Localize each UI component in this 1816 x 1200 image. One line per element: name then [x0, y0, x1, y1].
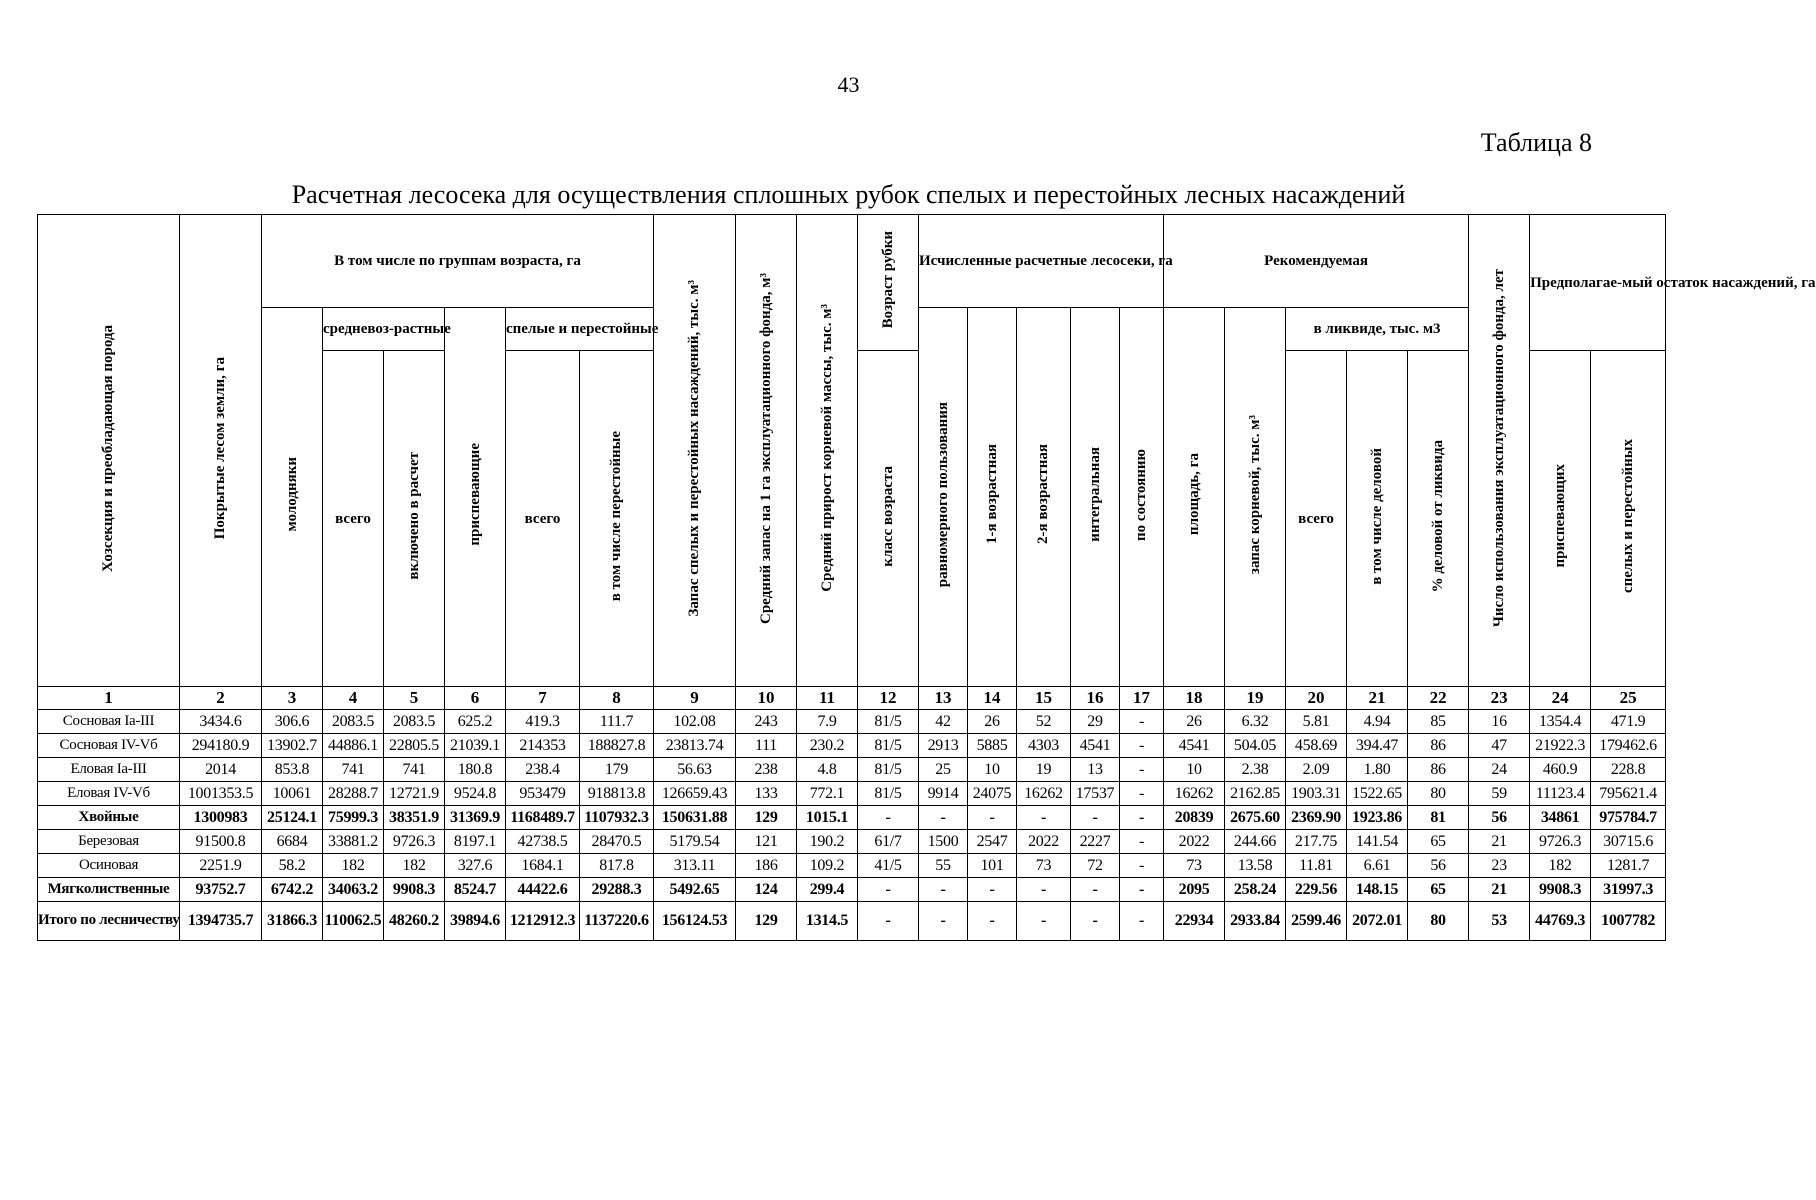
table-cell: 73	[1017, 854, 1071, 878]
table-cell: 38351.9	[384, 806, 445, 830]
table-cell: 4541	[1164, 734, 1225, 758]
table-cell: -	[1071, 902, 1120, 941]
column-number: 8	[580, 687, 654, 710]
table-cell: 31369.9	[445, 806, 506, 830]
table-cell: 29	[1071, 710, 1120, 734]
table-cell: 126659.43	[654, 782, 736, 806]
table-cell: -	[919, 878, 968, 902]
table-cell: 13	[1071, 758, 1120, 782]
table-cell: 28470.5	[580, 830, 654, 854]
table-cell: 141.54	[1347, 830, 1408, 854]
table-cell: 2547	[968, 830, 1017, 854]
row-name: Осиновая	[38, 854, 180, 878]
header-mature: спелые и перестойные	[506, 308, 654, 351]
table-cell: 1015.1	[797, 806, 858, 830]
table-cell: 9726.3	[384, 830, 445, 854]
header-col9: Запас спелых и перестойных насаждений, тыс. м³	[654, 215, 736, 687]
table-cell: 22934	[1164, 902, 1225, 941]
table-cell: 124	[736, 878, 797, 902]
table-cell: 179462.6	[1591, 734, 1666, 758]
table-body	[38, 687, 1666, 941]
header-col23: Число использования эксплуатационного фонда, лет	[1469, 215, 1530, 687]
column-number: 22	[1408, 687, 1469, 710]
table-cell: 61/7	[858, 830, 919, 854]
table-cell: 109.2	[797, 854, 858, 878]
table-cell: 217.75	[1286, 830, 1347, 854]
table-cell: 294180.9	[180, 734, 262, 758]
header-age-groups: В том числе по группам возраста, га	[262, 215, 654, 308]
table-row	[38, 830, 1666, 854]
table-cell: 1007782	[1591, 902, 1666, 941]
table-cell: -	[1120, 854, 1164, 878]
row-name: Сосновая IV-Vб	[38, 734, 180, 758]
table-cell: 156124.53	[654, 902, 736, 941]
table-cell: 19	[1017, 758, 1071, 782]
table-cell: 58.2	[262, 854, 323, 878]
column-number: 3	[262, 687, 323, 710]
table-cell: 86	[1408, 734, 1469, 758]
table-cell: 4303	[1017, 734, 1071, 758]
column-number: 25	[1591, 687, 1666, 710]
header-col7: всего	[506, 351, 580, 687]
table-cell: 6684	[262, 830, 323, 854]
table-cell: -	[968, 878, 1017, 902]
header-col8: в том числе перестойные	[580, 351, 654, 687]
table-cell: 11.81	[1286, 854, 1347, 878]
header-liquid: в ликвиде, тыс. м3	[1286, 308, 1469, 351]
table-cell: 2675.60	[1225, 806, 1286, 830]
header-col12: класс возраста	[858, 351, 919, 687]
column-number: 7	[506, 687, 580, 710]
header-cutting-age: Возраст рубки	[858, 215, 919, 351]
table-cell: 24075	[968, 782, 1017, 806]
table-cell: -	[919, 902, 968, 941]
header-middle-aged: средневоз-растные	[323, 308, 445, 351]
table-row	[38, 710, 1666, 734]
header-col20: всего	[1286, 351, 1347, 687]
table-cell: -	[1120, 878, 1164, 902]
column-number: 19	[1225, 687, 1286, 710]
table-cell: 17537	[1071, 782, 1120, 806]
column-number: 6	[445, 687, 506, 710]
table-row	[38, 806, 1666, 830]
header-col22: % деловой от ликвида	[1408, 351, 1469, 687]
table-cell: 86	[1408, 758, 1469, 782]
table-cell: 2083.5	[384, 710, 445, 734]
header-remaining: Предполагае-мый остаток насаждений, га	[1530, 215, 1666, 351]
table-cell: 9914	[919, 782, 968, 806]
column-number-row	[38, 687, 1666, 710]
table-cell: 741	[384, 758, 445, 782]
table-cell: 1001353.5	[180, 782, 262, 806]
table-caption: Расчетная лесосека для осуществления сплошных рубок спелых и перестойных лесных насаждений	[291, 180, 1406, 209]
table-cell: 73	[1164, 854, 1225, 878]
table-cell: 23	[1469, 854, 1530, 878]
table-cell: -	[1120, 758, 1164, 782]
page-number: 43	[837, 72, 860, 97]
header-col14: 1-я возрастная	[968, 308, 1017, 687]
table-row	[38, 734, 1666, 758]
header-col13: равномерного пользования	[919, 308, 968, 687]
table-cell: 4.8	[797, 758, 858, 782]
allowable-cut-table	[37, 214, 1816, 941]
table-cell: 110062.5	[323, 902, 384, 941]
table-cell: 1281.7	[1591, 854, 1666, 878]
table-cell: 458.69	[1286, 734, 1347, 758]
table-cell: -	[1120, 806, 1164, 830]
column-number: 9	[654, 687, 736, 710]
table-cell: 182	[1530, 854, 1591, 878]
table-cell: -	[1120, 710, 1164, 734]
table-cell: 4.94	[1347, 710, 1408, 734]
column-number: 17	[1120, 687, 1164, 710]
table-cell: 5.81	[1286, 710, 1347, 734]
header-col10: Средний запас на 1 га эксплуатационного фонда, м³	[736, 215, 797, 687]
table-cell: 1314.5	[797, 902, 858, 941]
table-cell: 56	[1469, 806, 1530, 830]
header-col3: молодняки	[262, 308, 323, 687]
table-cell: 25	[919, 758, 968, 782]
table-cell: 44886.1	[323, 734, 384, 758]
table-cell: -	[858, 806, 919, 830]
table-cell: 2933.84	[1225, 902, 1286, 941]
header-col4: всего	[323, 351, 384, 687]
header-col15: 2-я возрастная	[1017, 308, 1071, 687]
table-cell: 5885	[968, 734, 1017, 758]
table-cell: 6.61	[1347, 854, 1408, 878]
table-cell: -	[1017, 806, 1071, 830]
table-cell: 772.1	[797, 782, 858, 806]
table-cell: 16	[1469, 710, 1530, 734]
table-cell: 2227	[1071, 830, 1120, 854]
table-cell: 21039.1	[445, 734, 506, 758]
header-col16: интегральная	[1071, 308, 1120, 687]
table-cell: 91500.8	[180, 830, 262, 854]
table-cell: 2369.90	[1286, 806, 1347, 830]
table-cell: 56.63	[654, 758, 736, 782]
table-row	[38, 854, 1666, 878]
table-cell: -	[1017, 878, 1071, 902]
table-cell: 129	[736, 806, 797, 830]
table-cell: 10	[968, 758, 1017, 782]
table-cell: 59	[1469, 782, 1530, 806]
table-cell: 44422.6	[506, 878, 580, 902]
table-cell: 65	[1408, 878, 1469, 902]
column-number: 10	[736, 687, 797, 710]
table-cell: 2072.01	[1347, 902, 1408, 941]
table-cell: 13.58	[1225, 854, 1286, 878]
table-row	[38, 902, 1666, 941]
table-cell: 11123.4	[1530, 782, 1591, 806]
table-cell: 182	[323, 854, 384, 878]
table-row	[38, 878, 1666, 902]
row-name: Еловая Ia-III	[38, 758, 180, 782]
table-cell: 25124.1	[262, 806, 323, 830]
column-number: 18	[1164, 687, 1225, 710]
table-cell: 6742.2	[262, 878, 323, 902]
table-cell: 2599.46	[1286, 902, 1347, 941]
table-cell: 2.38	[1225, 758, 1286, 782]
header-col1: Хозсекция и преобладающая порода	[38, 215, 180, 687]
table-cell: 81	[1408, 806, 1469, 830]
table-cell: 8197.1	[445, 830, 506, 854]
table-cell: 34063.2	[323, 878, 384, 902]
header-col5: включено в расчет	[384, 351, 445, 687]
table-cell: 2022	[1164, 830, 1225, 854]
table-cell: -	[968, 902, 1017, 941]
table-cell: 111.7	[580, 710, 654, 734]
table-cell: 1107932.3	[580, 806, 654, 830]
table-cell: 31866.3	[262, 902, 323, 941]
table-cell: 299.4	[797, 878, 858, 902]
column-number: 23	[1469, 687, 1530, 710]
table-cell: 10061	[262, 782, 323, 806]
column-number: 13	[919, 687, 968, 710]
table-cell: 1522.65	[1347, 782, 1408, 806]
table-cell: 918813.8	[580, 782, 654, 806]
table-cell: 1354.4	[1530, 710, 1591, 734]
table-row	[38, 782, 1666, 806]
table-cell: 179	[580, 758, 654, 782]
table-cell: 2014	[180, 758, 262, 782]
table-cell: 16262	[1164, 782, 1225, 806]
header-col6: приспевающие	[445, 308, 506, 687]
table-cell: 953479	[506, 782, 580, 806]
table-header	[38, 215, 1816, 687]
column-number: 16	[1071, 687, 1120, 710]
column-number: 21	[1347, 687, 1408, 710]
table-cell: -	[1120, 782, 1164, 806]
table-cell: 1137220.6	[580, 902, 654, 941]
column-number: 11	[797, 687, 858, 710]
table-cell: 2913	[919, 734, 968, 758]
table-cell: -	[1071, 878, 1120, 902]
table-row	[38, 758, 1666, 782]
table-cell: 1212912.3	[506, 902, 580, 941]
row-name: Еловая IV-Vб	[38, 782, 180, 806]
table-cell: 238	[736, 758, 797, 782]
header-recommended: Рекомендуемая	[1164, 215, 1469, 308]
table-cell: 12721.9	[384, 782, 445, 806]
column-number: 24	[1530, 687, 1591, 710]
table-cell: 327.6	[445, 854, 506, 878]
row-name: Мягколиственные	[38, 878, 180, 902]
table-cell: 102.08	[654, 710, 736, 734]
table-cell: 817.8	[580, 854, 654, 878]
table-cell: 188827.8	[580, 734, 654, 758]
table-cell: 182	[384, 854, 445, 878]
header-col17: по состоянию	[1120, 308, 1164, 687]
table-cell: 625.2	[445, 710, 506, 734]
table-cell: 22805.5	[384, 734, 445, 758]
table-cell: 101	[968, 854, 1017, 878]
table-cell: 8524.7	[445, 878, 506, 902]
table-cell: 42	[919, 710, 968, 734]
table-cell: 853.8	[262, 758, 323, 782]
header-col19: запас корневой, тыс. м³	[1225, 308, 1286, 687]
column-number: 15	[1017, 687, 1071, 710]
table-cell: 9726.3	[1530, 830, 1591, 854]
column-number: 20	[1286, 687, 1347, 710]
table-cell: 53	[1469, 902, 1530, 941]
table-cell: 2.09	[1286, 758, 1347, 782]
table-cell: 150631.88	[654, 806, 736, 830]
table-cell: 238.4	[506, 758, 580, 782]
table-cell: 1300983	[180, 806, 262, 830]
table-cell: 26	[1164, 710, 1225, 734]
table-cell: 180.8	[445, 758, 506, 782]
table-cell: 30715.6	[1591, 830, 1666, 854]
table-cell: 13902.7	[262, 734, 323, 758]
table-cell: 48260.2	[384, 902, 445, 941]
table-cell: 34861	[1530, 806, 1591, 830]
table-cell: 1923.86	[1347, 806, 1408, 830]
table-cell: 10	[1164, 758, 1225, 782]
table-cell: 2022	[1017, 830, 1071, 854]
table-cell: 81/5	[858, 782, 919, 806]
table-cell: 741	[323, 758, 384, 782]
table-cell: 16262	[1017, 782, 1071, 806]
table-cell: 21	[1469, 830, 1530, 854]
table-cell: 795621.4	[1591, 782, 1666, 806]
table-cell: -	[858, 878, 919, 902]
table-cell: 56	[1408, 854, 1469, 878]
column-number: 1	[38, 687, 180, 710]
column-number: 4	[323, 687, 384, 710]
table-cell: 23813.74	[654, 734, 736, 758]
row-name: Сосновая Ia-III	[38, 710, 180, 734]
table-cell: 244.66	[1225, 830, 1286, 854]
table-cell: 42738.5	[506, 830, 580, 854]
table-cell: 111	[736, 734, 797, 758]
table-cell: 20839	[1164, 806, 1225, 830]
table-cell: 80	[1408, 782, 1469, 806]
table-cell: 1500	[919, 830, 968, 854]
table-cell: -	[1017, 902, 1071, 941]
table-cell: 93752.7	[180, 878, 262, 902]
table-cell: 394.47	[1347, 734, 1408, 758]
table-cell: 471.9	[1591, 710, 1666, 734]
table-cell: 26	[968, 710, 1017, 734]
table-cell: 460.9	[1530, 758, 1591, 782]
table-cell: 7.9	[797, 710, 858, 734]
table-cell: 229.56	[1286, 878, 1347, 902]
row-name: Хвойные	[38, 806, 180, 830]
table-cell: 9908.3	[384, 878, 445, 902]
table-cell: -	[1120, 830, 1164, 854]
row-name: Итого по лесничеству	[38, 902, 180, 941]
table-cell: 44769.3	[1530, 902, 1591, 941]
table-cell: 21	[1469, 878, 1530, 902]
table-cell: 313.11	[654, 854, 736, 878]
header-col2: Покрытые лесом земли, га	[180, 215, 262, 687]
table-cell: 80	[1408, 902, 1469, 941]
table-cell: 258.24	[1225, 878, 1286, 902]
table-cell: 190.2	[797, 830, 858, 854]
table-cell: 1168489.7	[506, 806, 580, 830]
table-cell: 148.15	[1347, 878, 1408, 902]
table-cell: 72	[1071, 854, 1120, 878]
table-cell: 9524.8	[445, 782, 506, 806]
column-number: 12	[858, 687, 919, 710]
column-number: 14	[968, 687, 1017, 710]
table-cell: 39894.6	[445, 902, 506, 941]
table-cell: -	[858, 902, 919, 941]
header-col18: площадь, га	[1164, 308, 1225, 687]
table-cell: 55	[919, 854, 968, 878]
table-cell: 975784.7	[1591, 806, 1666, 830]
table-cell: 33881.2	[323, 830, 384, 854]
table-cell: 5492.65	[654, 878, 736, 902]
table-cell: 1.80	[1347, 758, 1408, 782]
table-cell: 243	[736, 710, 797, 734]
table-cell: 24	[1469, 758, 1530, 782]
table-cell: 186	[736, 854, 797, 878]
table-cell: 41/5	[858, 854, 919, 878]
table-cell: -	[1071, 806, 1120, 830]
table-cell: 419.3	[506, 710, 580, 734]
table-cell: 3434.6	[180, 710, 262, 734]
table-cell: 2162.85	[1225, 782, 1286, 806]
table-cell: -	[1120, 734, 1164, 758]
table-cell: 1903.31	[1286, 782, 1347, 806]
table-cell: 4541	[1071, 734, 1120, 758]
table-cell: 133	[736, 782, 797, 806]
header-col24: приспевающих	[1530, 351, 1591, 687]
table-cell: 6.32	[1225, 710, 1286, 734]
table-cell: 75999.3	[323, 806, 384, 830]
table-cell: 81/5	[858, 758, 919, 782]
table-cell: 121	[736, 830, 797, 854]
table-cell: 28288.7	[323, 782, 384, 806]
header-col11: Средний прирост корневой массы, тыс. м³	[797, 215, 858, 687]
table-cell: 47	[1469, 734, 1530, 758]
header-calculated: Исчисленные расчетные лесосеки, га	[919, 215, 1164, 308]
column-number: 5	[384, 687, 445, 710]
table-cell: 1394735.7	[180, 902, 262, 941]
table-cell: 81/5	[858, 734, 919, 758]
table-cell: -	[968, 806, 1017, 830]
table-cell: 5179.54	[654, 830, 736, 854]
table-cell: 21922.3	[1530, 734, 1591, 758]
table-cell: -	[919, 806, 968, 830]
table-cell: 81/5	[858, 710, 919, 734]
table-cell: 230.2	[797, 734, 858, 758]
table-cell: 228.8	[1591, 758, 1666, 782]
header-col21: в том числе деловой	[1347, 351, 1408, 687]
table-cell: 85	[1408, 710, 1469, 734]
table-cell: 129	[736, 902, 797, 941]
table-cell: 2095	[1164, 878, 1225, 902]
row-name: Березовая	[38, 830, 180, 854]
table-cell: -	[1120, 902, 1164, 941]
column-number: 2	[180, 687, 262, 710]
table-label: Таблица 8	[1480, 128, 1592, 157]
header-col25: спелых и перестойных	[1591, 351, 1666, 687]
table-cell: 9908.3	[1530, 878, 1591, 902]
table-cell: 52	[1017, 710, 1071, 734]
table-cell: 31997.3	[1591, 878, 1666, 902]
table-cell: 2251.9	[180, 854, 262, 878]
table-cell: 2083.5	[323, 710, 384, 734]
table-cell: 214353	[506, 734, 580, 758]
table-cell: 29288.3	[580, 878, 654, 902]
table-cell: 504.05	[1225, 734, 1286, 758]
table-cell: 1684.1	[506, 854, 580, 878]
table-cell: 306.6	[262, 710, 323, 734]
table-cell: 65	[1408, 830, 1469, 854]
